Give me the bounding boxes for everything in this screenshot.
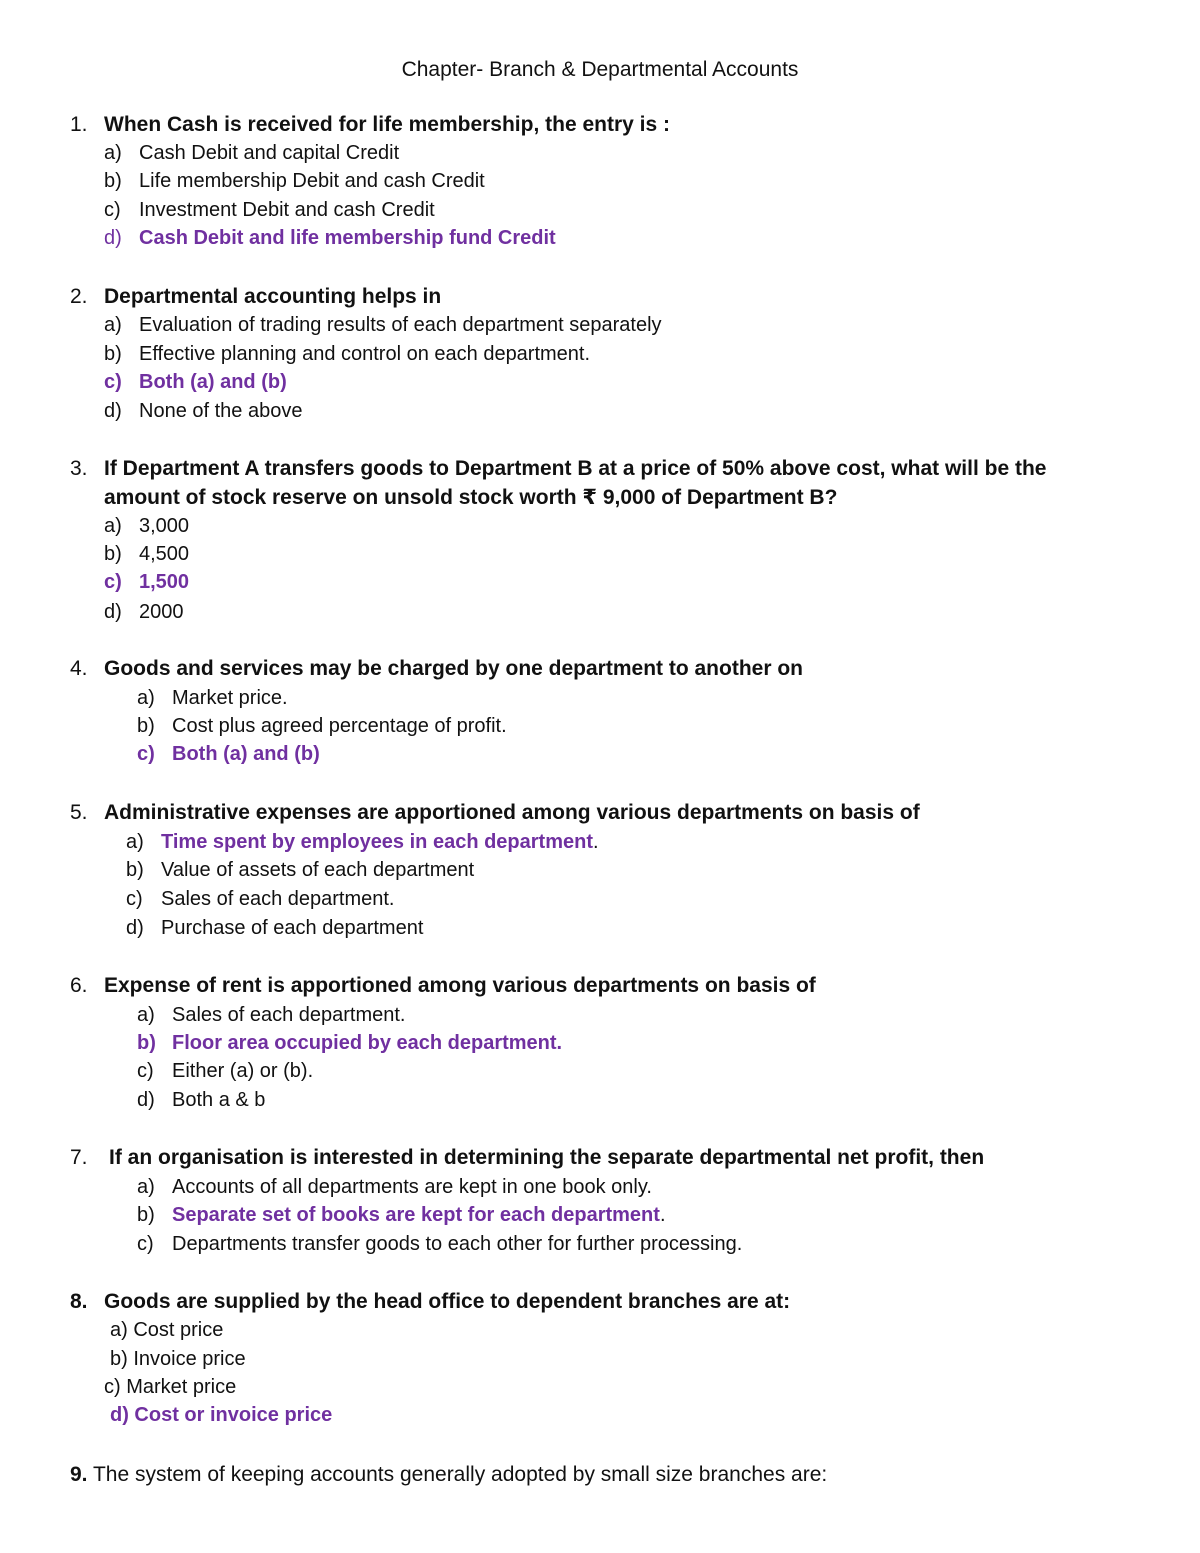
question-number: 7.: [70, 1146, 88, 1169]
option-text: Life membership Debit and cash Credit: [139, 170, 485, 192]
question-text: Administrative expenses are apportioned among various departments on basis of: [104, 801, 920, 824]
question-number: 2.: [70, 285, 88, 308]
question-number: 6.: [70, 974, 88, 997]
option-text: Cash Debit and capital Credit: [139, 142, 400, 164]
option-text: Both a & b: [172, 1089, 266, 1111]
question-text: When Cash is received for life membership, the entry is :: [104, 113, 670, 136]
option-text: Value of assets of each department: [161, 859, 475, 881]
question-number: 4.: [70, 657, 88, 680]
option-text: b) Invoice price: [110, 1348, 246, 1370]
question-text: If Department A transfers goods to Department B at a price of 50% above cost, what will be the: [104, 457, 1047, 480]
question-text: Departmental accounting helps in: [104, 285, 442, 308]
option-text: Both (a) and (b): [139, 371, 287, 393]
question-number: 1.: [70, 113, 88, 136]
option-label: a): [137, 687, 155, 709]
option-text: Cash Debit and life membership fund Credit: [139, 227, 556, 249]
question-number: 8.: [70, 1290, 88, 1313]
option-text: Effective planning and control on each department.: [139, 343, 591, 365]
option-text: Purchase of each department: [161, 917, 424, 939]
question-text: Goods and services may be charged by one department to another on: [104, 657, 803, 680]
option-label: d): [104, 400, 122, 422]
option-text: Departments transfer goods to each other for further processing.: [172, 1233, 743, 1255]
option-label: b): [137, 1032, 156, 1054]
option-label: a): [137, 1004, 155, 1026]
question-1: [70, 110, 1070, 139]
option-text: 2000: [139, 601, 184, 623]
option-suffix: .: [593, 831, 599, 853]
option-text: Either (a) or (b).: [172, 1060, 314, 1082]
question-number: 9.: [70, 1463, 88, 1486]
option-label: d): [126, 917, 144, 939]
option-label: c): [104, 571, 122, 593]
option-label: d): [104, 601, 122, 623]
option-label: b): [137, 715, 155, 737]
question-5: [70, 798, 1070, 827]
question-6: [70, 971, 1070, 1000]
option-label: c): [104, 371, 122, 393]
option-label: a): [137, 1176, 155, 1198]
option-label: c): [137, 1060, 154, 1082]
option-text: Investment Debit and cash Credit: [139, 199, 435, 221]
question-8: [70, 1287, 1070, 1316]
option-label: b): [104, 170, 122, 192]
option-text: Accounts of all departments are kept in one book only.: [172, 1176, 652, 1198]
question-4: [70, 654, 1070, 683]
option-label: a): [126, 831, 144, 853]
question-text: Goods are supplied by the head office to dependent branches are at:: [104, 1290, 791, 1313]
option-text: Market price.: [172, 687, 288, 709]
option-text: Floor area occupied by each department.: [172, 1032, 563, 1054]
option-text: None of the above: [139, 400, 303, 422]
question-2: [70, 282, 1070, 311]
option-label: b): [104, 343, 122, 365]
question-number: 5.: [70, 801, 88, 824]
option-label: b): [126, 859, 144, 881]
question-text: Expense of rent is apportioned among various departments on basis of: [104, 974, 816, 997]
question-7: [70, 1143, 1070, 1172]
option-text: Sales of each department.: [172, 1004, 406, 1026]
option-text: c) Market price: [104, 1376, 237, 1398]
question-text-line-2: amount of stock reserve on unsold stock worth ₹ 9,000 of Department B?: [104, 486, 838, 509]
page-title: Chapter- Branch & Departmental Accounts: [401, 58, 799, 81]
option-text: Evaluation of trading results of each department separately: [139, 314, 662, 336]
option-text: a) Cost price: [110, 1319, 224, 1341]
option-text: 4,500: [139, 543, 190, 565]
option-text: Time spent by employees in each department: [161, 831, 593, 853]
option-label: a): [104, 314, 122, 336]
option-text: 1,500: [139, 571, 190, 593]
question-text: If an organisation is interested in determining the separate departmental net profit, then: [109, 1146, 985, 1169]
option-text: Cost plus agreed percentage of profit.: [172, 715, 507, 737]
option-label: c): [137, 1233, 154, 1255]
option-label: d): [137, 1089, 155, 1111]
question-number: 3.: [70, 457, 88, 480]
option-label: c): [126, 888, 143, 910]
option-label: b): [137, 1204, 155, 1226]
option-label: a): [104, 515, 122, 537]
option-text: Both (a) and (b): [172, 743, 320, 765]
option-label: d): [104, 227, 122, 249]
option-text: Separate set of books are kept for each department: [172, 1204, 660, 1226]
option-label: c): [137, 743, 155, 765]
question-9: [70, 1460, 1130, 1489]
option-label: a): [104, 142, 122, 164]
option-label: c): [104, 199, 121, 221]
question-3: [70, 454, 1130, 512]
option-label: b): [104, 543, 122, 565]
question-text: The system of keeping accounts generally adopted by small size branches are:: [92, 1463, 828, 1486]
option-text: 3,000: [139, 515, 190, 537]
option-text: Sales of each department.: [161, 888, 395, 910]
option-text: d) Cost or invoice price: [110, 1404, 333, 1426]
option-suffix: .: [659, 1204, 666, 1226]
